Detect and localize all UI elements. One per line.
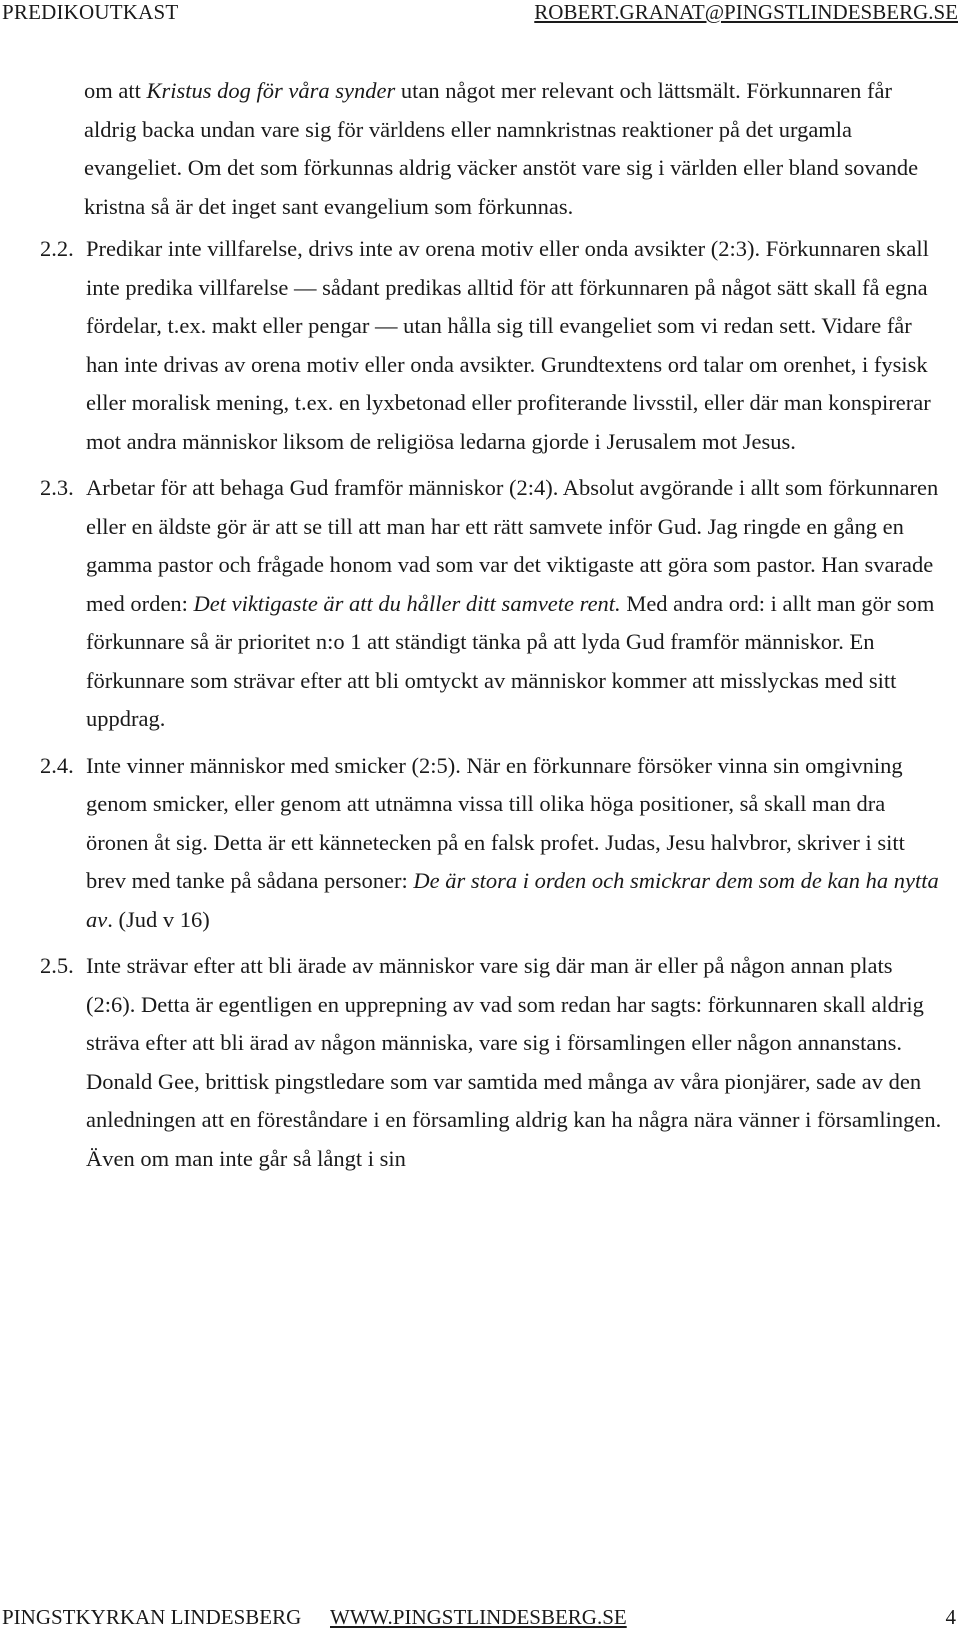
footer-website-link[interactable]: WWW.PINGSTLINDESBERG.SE <box>330 1605 627 1629</box>
italic-quote: Det viktigaste är att du håller ditt samvete rent. <box>193 590 621 616</box>
intro-start: om att <box>84 78 147 103</box>
section-text-run: Arbetar för att behaga Gud framför människor (2:4). Absolut avgörande i allt som förkunnaren eller en äldste gör är att se till att man har ett rätt samvete inför Gud. Jag ringde en gång en gamma pastor och frågade honom vad som var det viktigaste att göra som pastor. Han svarade med orden: <box>86 475 939 616</box>
section-text <box>86 947 945 1178</box>
numbered-section <box>40 230 945 461</box>
intro-rest: utan något mer relevant och lättsmält. Förkunnaren får aldrig backa undan vare sig för världens eller namnkristnas reaktioner på det urgamla evangeliet. Om det som förkunnas aldrig väcker anstöt vare sig i världen eller bland sovande kristna så är det inget sant evangelium som förkunnas. <box>84 78 919 219</box>
section-text-run: Predikar inte villfarelse, drivs inte av orena motiv eller onda avsikter (2:3). Förkunnaren skall inte predika villfarelse — sådant predikas alltid för att förkunnaren på något sätt skall få egna fördelar, t.ex. makt eller pengar — utan hålla sig till evangeliet som vi redan sett. Vidare får han inte drivas av orena motiv eller onda avsikter. Grundtextens ord talar om orenhet, i fysisk eller moralisk mening, t.ex. en lyxbetonad eller profiterande livsstil, eller där man konspirerar mot andra människor liksom de religiösa ledarna gjorde i Jerusalem mot Jesus. <box>86 236 931 454</box>
numbered-section <box>40 747 945 940</box>
italic-quote: De är stora i orden och smickrar dem som de kan ha nytta av <box>86 868 939 932</box>
page-footer <box>0 1605 960 1631</box>
page-header <box>0 0 960 26</box>
section-number: 2.4. <box>40 752 74 778</box>
intro-italic: Kristus dog för våra synder <box>146 78 396 103</box>
section-text-run: Inte strävar efter att bli ärade av människor vare sig där man är eller på någon annan plats (2:6). Detta är egentligen en upprepning av vad som redan har sagts: förkunnaren skall aldrig sträva efter att bli ärad av någon människa, vare sig i församlingen eller någon annanstans. Donald Gee, brittisk pingstledare som var samtida med många av våra pionjärer, sade av den anledningen att en föreståndare i en församling aldrig kan ha några nära vänner i församlingen. Även om man inte går så långt i sin <box>86 953 942 1171</box>
section-text-run: . (Jud v 16) <box>107 906 210 932</box>
intro-paragraph <box>40 72 945 226</box>
section-list <box>40 230 945 1178</box>
header-title: PREDIKOUTKAST <box>2 0 179 24</box>
section-text-run: Inte vinner människor med smicker (2:5). När en förkunnare försöker vinna sin omgivning genom smicker, eller genom att utnämna vissa till olika höga positioner, så skall man dra öronen åt sig. Detta är ett kännetecken på en falsk profet. Judas, Jesu halvbror, skriver i sitt brev med tanke på sådana personer: <box>86 752 905 893</box>
section-number: 2.3. <box>40 475 74 500</box>
section-text-run: Med andra ord: i allt man gör som förkunnare så är prioritet n:o 1 att ständigt tänka på att lyda Gud framför människor. En förkunnare som strävar efter att bli omtyckt av människor kommer att misslyckas med sitt uppdrag. <box>86 590 935 731</box>
page-number: 4 <box>945 1605 956 1629</box>
section-text <box>86 747 945 940</box>
numbered-section <box>40 947 945 1178</box>
section-text <box>86 230 945 461</box>
section-number: 2.2. <box>40 236 74 261</box>
header-email-link[interactable]: ROBERT.GRANAT@PINGSTLINDESBERG.SE <box>534 0 958 24</box>
section-text <box>86 469 945 739</box>
document-body <box>40 72 945 1178</box>
footer-org: PINGSTKYRKAN LINDESBERG <box>2 1605 302 1629</box>
numbered-section <box>40 469 945 739</box>
section-number: 2.5. <box>40 953 74 978</box>
